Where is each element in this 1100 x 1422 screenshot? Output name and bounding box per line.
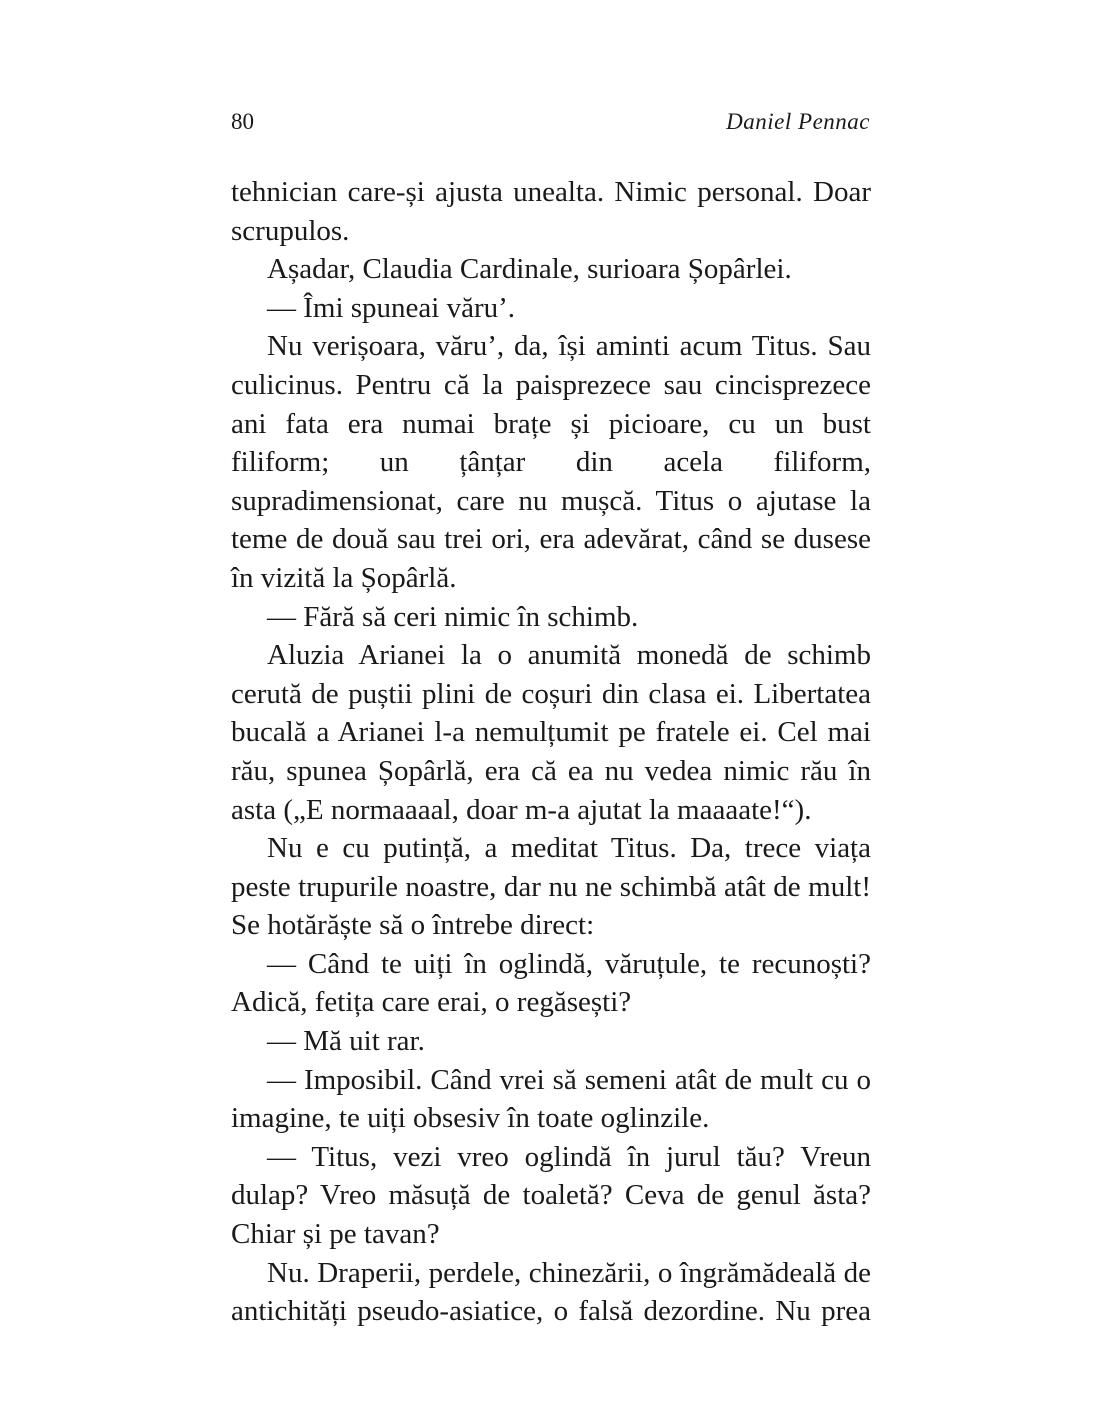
- paragraph: — Imposibil. Când vrei să semeni atât de mult cu o imagine, te uiți obsesiv în toate oglinzile.: [231, 1063, 871, 1135]
- paragraph: — Când te uiți în oglindă, văruțule, te recunoști? Adică, fetița care erai, o regăsești?: [231, 947, 871, 1019]
- paragraph: Nu e cu putință, a meditat Titus. Da, trece viața peste trupurile noastre, dar nu ne schimbă atât de mult! Se hotărăște să o întrebe direct:: [231, 832, 871, 942]
- body-text: [231, 173, 871, 1331]
- paragraph: Așadar, Claudia Cardinale, surioara Șopârlei.: [267, 253, 792, 286]
- paragraph: tehnician care-și ajusta unealta. Nimic personal. Doar scrupulos.: [231, 176, 871, 247]
- paragraph: Nu verișoara, văru’, da, își aminti acum Titus. Sau culicinus. Pentru că la paisprezece sau cincisprezece ani fata era numai brațe și picioare, cu un bust filiform; un țânțar din acela filiform, supradimensionat, care nu mușcă. Titus o ajutase la teme de două sau trei ori, era adevărat, când se dusese în vizită la Șopârlă.: [231, 330, 871, 594]
- paragraph: Aluzia Arianei la o anumită monedă de schimb cerută de puștii plini de coșuri din clasa ei. Libertatea bucală a Arianei l-a nemulțumit pe fratele ei. Cel mai rău, spunea Șopârlă, era că ea nu vedea nimic rău în asta („E normaaaal, doar m-a ajutat la maaaate!“).: [231, 639, 871, 826]
- paragraph: Nu. Draperii, perdele, chinezării, o îngrămădeală de antichități pseudo-asiatice, o falsă dezordine. Nu prea: [231, 1256, 871, 1328]
- page-number: 80: [231, 109, 254, 134]
- paragraph: — Îmi spuneai văru’.: [267, 291, 516, 324]
- running-head: Daniel Pennac: [726, 109, 870, 134]
- paragraph: — Mă uit rar.: [267, 1025, 425, 1058]
- paragraph: — Titus, vezi vreo oglindă în jurul tău? Vreun dulap? Vreo măsuță de toaletă? Ceva de genul ăsta? Chiar și pe tavan?: [231, 1140, 871, 1251]
- paragraph: — Fără să ceri nimic în schimb.: [267, 600, 639, 633]
